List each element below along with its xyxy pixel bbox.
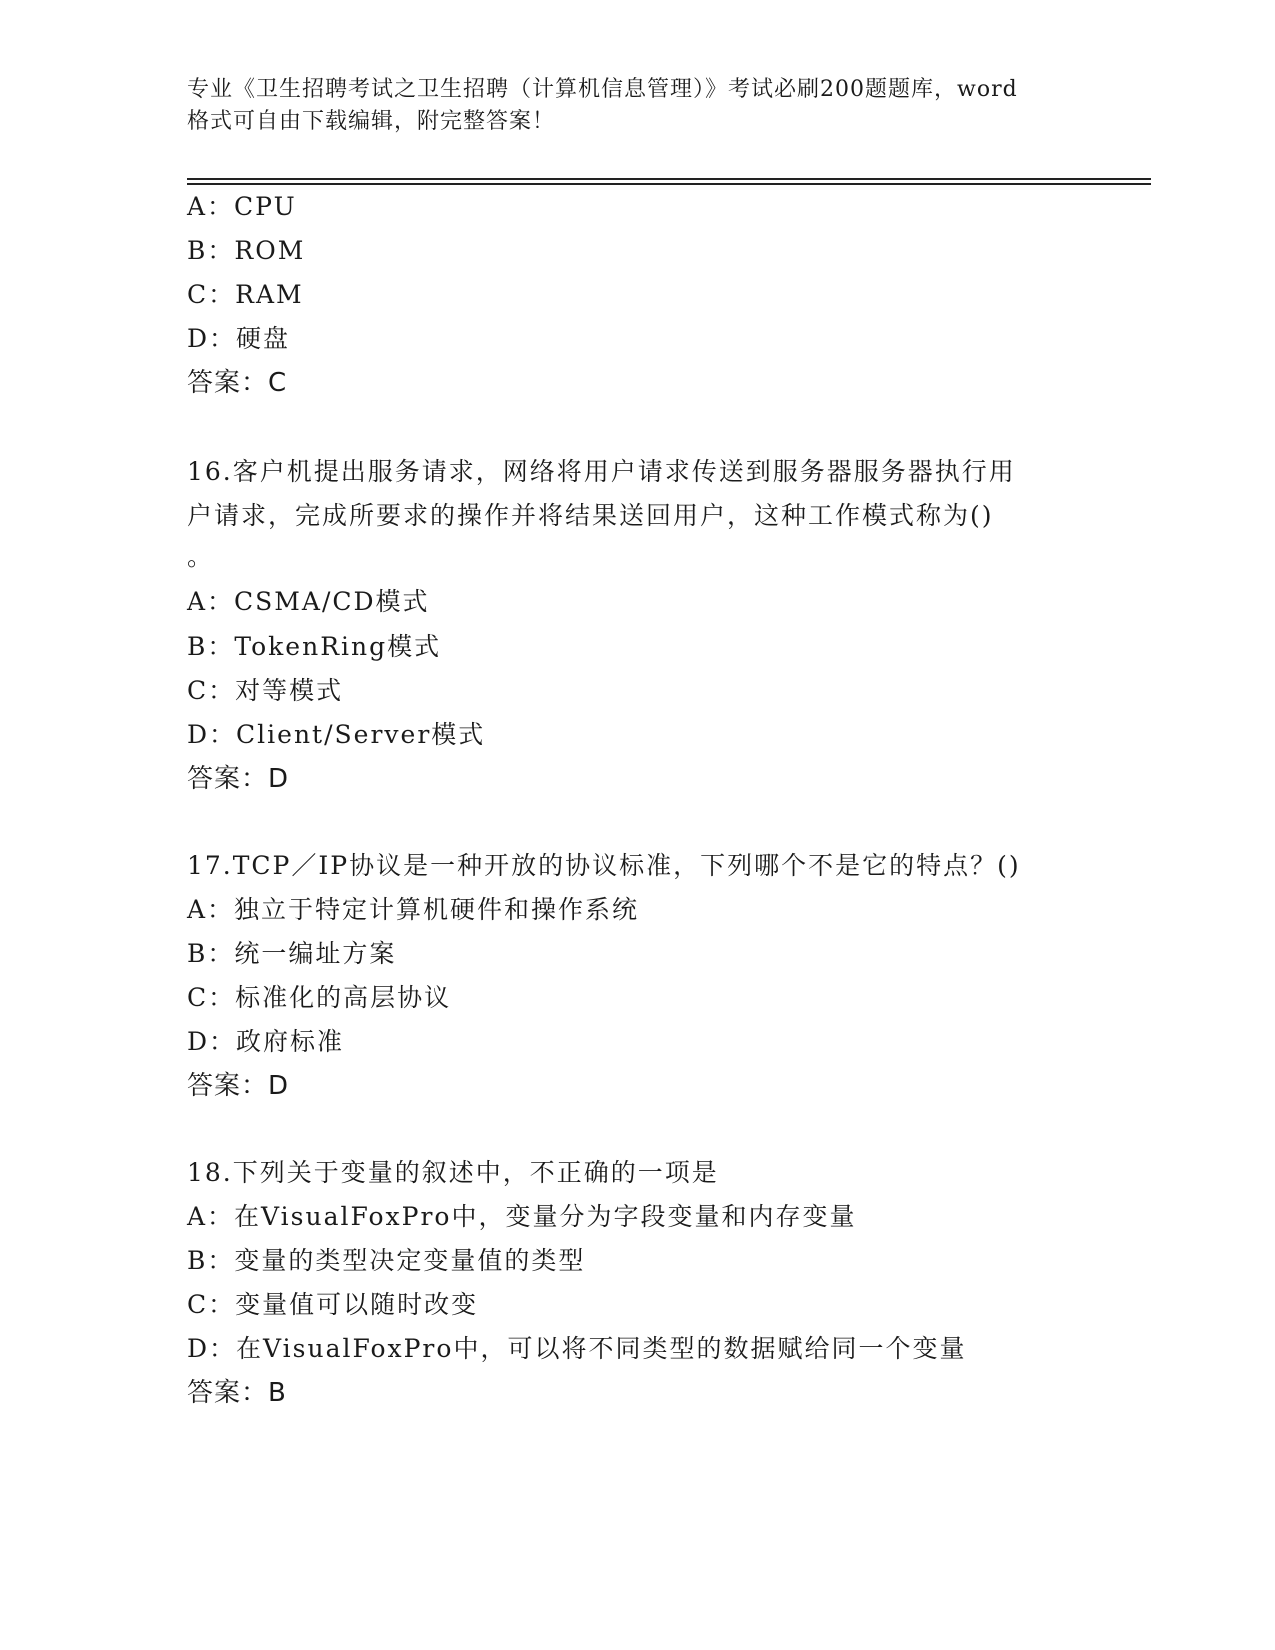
q16-answer: 答案：D [187, 764, 290, 794]
q18-stem-line-1: 18.下列关于变量的叙述中，不正确的一项是 [187, 1158, 719, 1187]
q16-stem-line-2: 户请求，完成所要求的操作并将结果送回用户，这种工作模式称为() [187, 501, 994, 530]
q17-option-a: A：独立于特定计算机硬件和操作系统 [187, 895, 640, 924]
q15-answer: 答案：C [187, 368, 288, 398]
header-line-1: 专业《卫生招聘考试之卫生招聘（计算机信息管理）》考试必刷200题题库，word [187, 77, 1018, 102]
document-header [187, 74, 1087, 138]
q15-option-c: C：RAM [187, 280, 304, 309]
q16-option-d: D：Client/Server模式 [187, 720, 486, 749]
q17-option-d: D：政府标准 [187, 1027, 345, 1056]
q15-option-b: B：ROM [187, 236, 306, 265]
q15-option-d: D：硬盘 [187, 324, 291, 353]
q16-stem-line-3: 。 [187, 542, 215, 571]
header-divider-top [187, 178, 1151, 180]
q15-option-a: A：CPU [187, 192, 297, 221]
q18-option-a: A：在VisualFoxPro中，变量分为字段变量和内存变量 [187, 1202, 857, 1231]
q16-option-a: A：CSMA/CD模式 [187, 587, 430, 616]
q17-answer: 答案：D [187, 1071, 290, 1101]
q16-option-b: B：TokenRing模式 [187, 632, 442, 661]
q18-option-b: B：变量的类型决定变量值的类型 [187, 1246, 586, 1275]
q18-option-d: D：在VisualFoxPro中，可以将不同类型的数据赋给同一个变量 [187, 1334, 967, 1363]
header-divider-bottom [187, 183, 1151, 185]
q17-option-b: B：统一编址方案 [187, 939, 397, 968]
header-line-2: 格式可自由下载编辑，附完整答案！ [187, 109, 556, 134]
q17-stem-line-1: 17.TCP／IP协议是一种开放的协议标准，下列哪个不是它的特点？() [187, 851, 1021, 880]
q16-option-c: C：对等模式 [187, 676, 344, 705]
q18-option-c: C：变量值可以随时改变 [187, 1290, 479, 1319]
q18-answer: 答案：B [187, 1378, 287, 1408]
q17-option-c: C：标准化的高层协议 [187, 983, 452, 1012]
q16-stem-line-1: 16.客户机提出服务请求，网络将用户请求传送到服务器服务器执行用 [187, 457, 1016, 486]
